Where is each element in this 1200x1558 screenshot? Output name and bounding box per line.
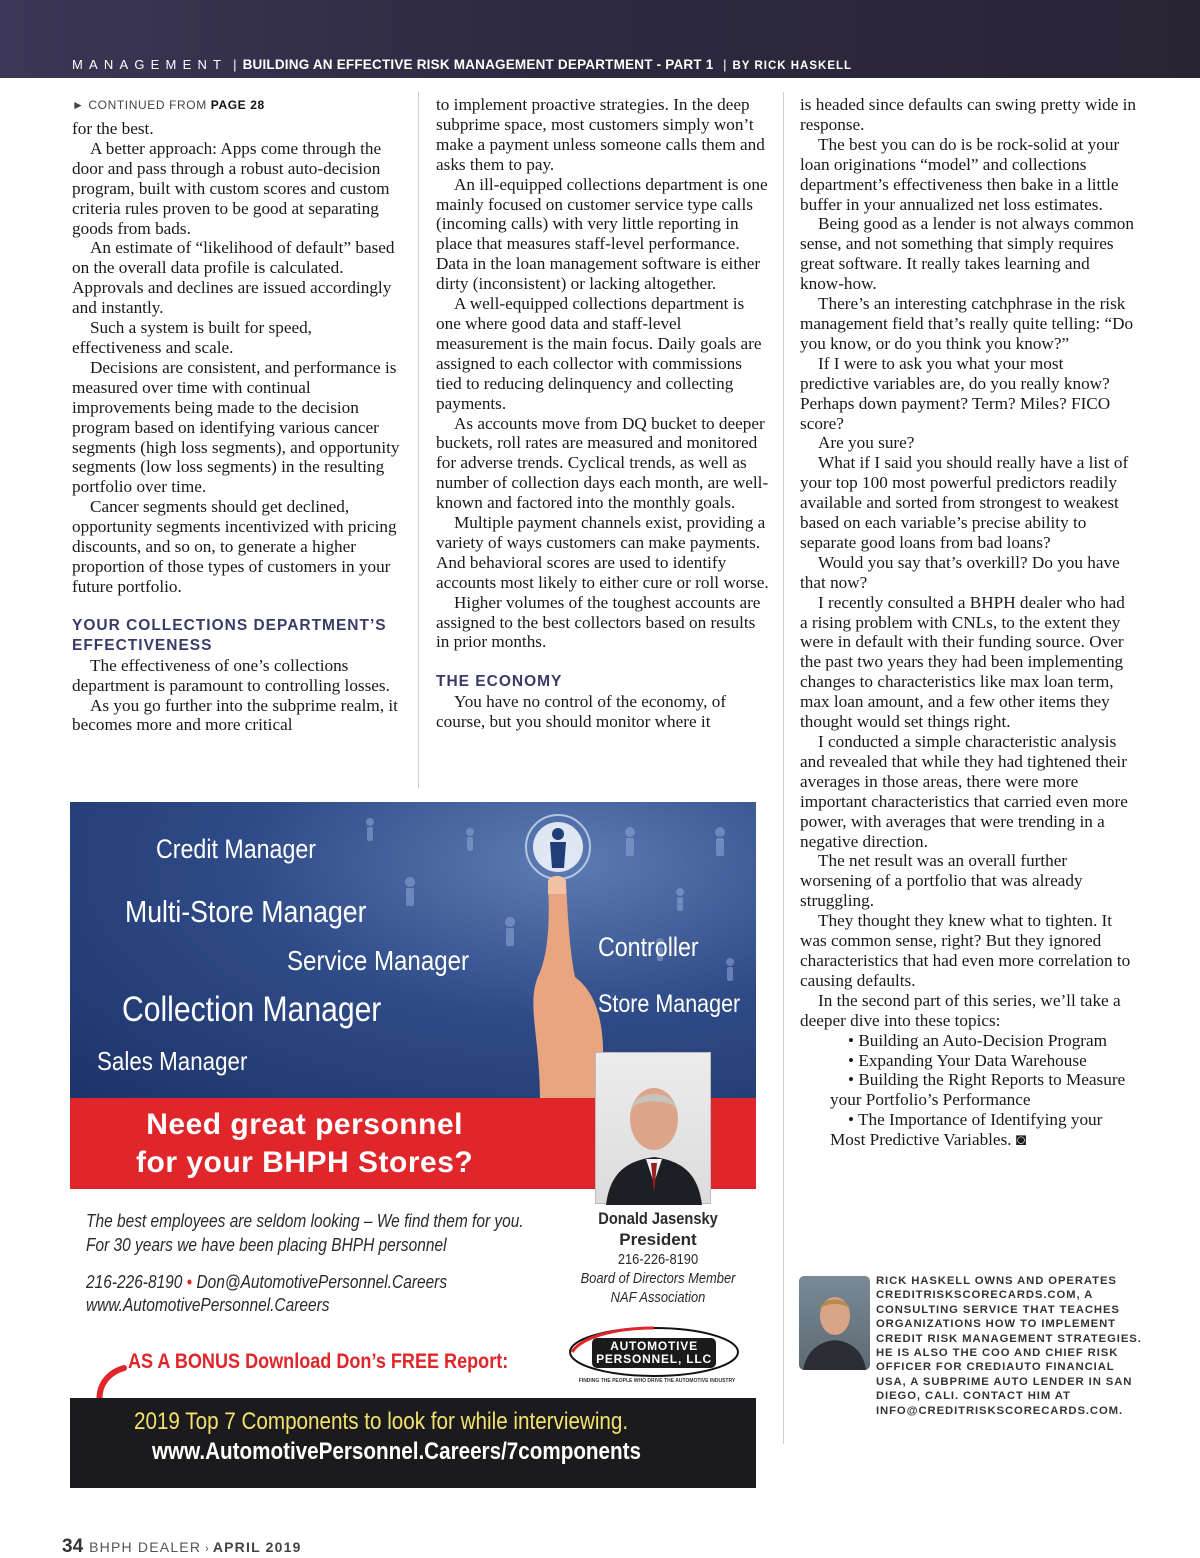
bullet-item: • The Importance of Identifying your Most Predictive Variables. ◙ [830, 1110, 1103, 1150]
paragraph: The best you can do is be rock-solid at your loan originations “model” and collections department’s effectiveness then bake in a little buffer in your annualized net loss estimates. [800, 134, 1120, 214]
job-title: Service Manager [287, 945, 470, 976]
person-title: President [619, 1230, 697, 1249]
person-portrait-graphic [596, 1053, 712, 1205]
paragraph: As accounts move from DQ bucket to deeper buckets, roll rates are measured and monitored for adverse trends. Cyclical trends, as well as number of collection days each month, are well-known and factored into the monthly goals. [436, 413, 769, 513]
paragraph: In the second part of this series, we’ll take a deeper dive into these topics: [800, 990, 1121, 1030]
article-column-2 [436, 95, 770, 732]
continued-page: PAGE 28 [210, 98, 265, 112]
job-title: Sales Manager [97, 1046, 248, 1076]
paragraph: Cancer segments should get declined, opportunity segments incentivized with pricing discounts, and so on, to generate a higher proportion of those types of customers in your future portfolio. [72, 497, 397, 596]
job-title: Multi-Store Manager [125, 894, 367, 929]
paragraph: The net result was an overall further worsening of a portfolio that was already struggling. [800, 851, 1083, 911]
ad-tagline-line-1: The best employees are seldom looking – We find them for you. [86, 1211, 524, 1231]
author-portrait-graphic [799, 1276, 870, 1370]
subheading-collections: YOUR COLLECTIONS DEPARTMENT’S EFFECTIVENESS [72, 616, 387, 654]
bullet-dot: • [186, 1272, 193, 1292]
paragraph: is headed since defaults can swing pretty wide in response. [800, 95, 1137, 134]
header-bar [0, 0, 1200, 78]
person-name: Donald Jasensky [598, 1209, 718, 1228]
continued-prefix: ► CONTINUED FROM [72, 98, 207, 112]
paragraph: I recently consulted a BHPH dealer who had a rising problem with CNLs, to the extent they were in default with their funding source. Over the past two years they had been implementing changes to characteristics like max loan term, max loan amount, and a few other items they thought would set things right. [800, 592, 1125, 732]
paragraph: Such a system is built for speed, effectiveness and scale. [72, 318, 312, 357]
ad-cta-url[interactable]: www.AutomotivePersonnel.Careers/7components [152, 1438, 641, 1465]
paragraph: Higher volumes of the toughest accounts are assigned to the best collectors based on results in prior months. [436, 592, 761, 652]
paragraph: An estimate of “likelihood of default” based on the overall data profile is calculated. Approvals and declines are issued accordingly and instantly. [72, 238, 395, 318]
job-title: Controller [598, 932, 699, 962]
ad-bonus: AS A BONUS Download Don’s FREE Report: [128, 1350, 509, 1373]
paragraph: Decisions are consistent, and performance is measured over time with continual improvements being made to the decision program based on identifying various cancer segments (high loss segments), and opportunity segments (low loss segments) in the resulting portfolio over time. [72, 357, 400, 497]
chevron-right-icon: › [205, 1543, 209, 1555]
magazine-name: BHPH DEALER [89, 1539, 202, 1555]
paragraph: A better approach: Apps come through the door and pass through a robust auto-decision program, built with custom scores and custom criteria rules proven to be good at separating goods from bads. [72, 138, 390, 238]
paragraph: There’s an interesting catchphrase in the risk management field that’s really quite telling: “Do you know, or do you think you know?” [800, 294, 1134, 353]
logo-line-2: PERSONNEL, LLC [596, 1352, 712, 1366]
section-label: MANAGEMENT [72, 57, 228, 72]
ad-tagline-line-2: For 30 years we have been placing BHPH personnel [86, 1235, 447, 1255]
paragraph: Would you say that’s overkill? Do you have that now? [800, 552, 1120, 592]
job-title: Credit Manager [156, 834, 317, 864]
ad-email[interactable]: Don@AutomotivePersonnel.Careers [196, 1272, 448, 1292]
ad-headline-line-2: for your BHPH Stores? [136, 1146, 474, 1179]
paragraph: An ill-equipped collections department is one mainly focused on customer service type calls (incoming calls) with very little reporting in place that measures staff-level performance. Data in the loan management software is either dirty (inconsistent) or lacking altogether. [436, 174, 768, 294]
paragraph: As you go further into the subprime realm, it becomes more and more critical [72, 695, 398, 735]
byline: BY RICK HASKELL [732, 60, 853, 72]
header-separator-2: | [723, 57, 727, 72]
paragraph: You have no control of the economy, of course, but you should monitor where it [436, 692, 727, 732]
column-divider-left [418, 92, 419, 788]
author-photo [799, 1276, 870, 1370]
paragraph: What if I said you should really have a list of your top 100 most powerful predictors readily available and sorted from strongest to weakest based on each variable’s precise ability to separate good loans from bad loans? [800, 453, 1129, 552]
logo-text [592, 1340, 716, 1366]
paragraph: The effectiveness of one’s collections department is paramount to controlling losses. [72, 655, 390, 695]
continued-from[interactable] [72, 96, 402, 115]
page-number: 34 [62, 1536, 84, 1557]
article-title: BUILDING AN EFFECTIVE RISK MANAGEMENT DEPARTMENT - PART 1 [242, 57, 714, 72]
person-role: Board of Directors Member [580, 1270, 736, 1287]
bullet-item: • Building an Auto-Decision Program [848, 1030, 1108, 1050]
ad-contact [86, 1271, 447, 1317]
paragraph: to implement proactive strategies. In the deep subprime space, most customers simply won’t make a payment unless someone calls them and asks them to pay. [436, 95, 765, 174]
person-org: NAF Association [610, 1289, 706, 1306]
ad-website[interactable]: www.AutomotivePersonnel.Careers [86, 1295, 330, 1315]
bullet-item: • Expanding Your Data Warehouse [848, 1050, 1087, 1070]
column-divider-right [783, 92, 784, 1444]
paragraph: Being good as a lender is not always common sense, and not something that simply requires great software. It really takes learning and know-how. [800, 214, 1134, 294]
automotive-personnel-logo [564, 1326, 750, 1386]
ad-tagline [86, 1209, 524, 1257]
ad-cta-line-1: 2019 Top 7 Components to look for while interviewing. [134, 1408, 629, 1435]
paragraph: If I were to ask you what your most predictive variables are, do you really know? Perhaps down payment? Term? Miles? FICO score? [800, 353, 1111, 433]
job-title: Collection Manager [122, 990, 382, 1029]
logo-line-1: AUTOMOTIVE [610, 1339, 698, 1353]
person-phone: 216-226-8190 [617, 1251, 699, 1268]
paragraph: I conducted a simple characteristic analysis and revealed that while they had tightened their averages in those areas, there were more important characteristics that carried even more power, with averages that were trending in a negative direction. [800, 732, 1128, 851]
ad-headline-line-1: Need great personnel [146, 1108, 463, 1141]
paragraph: A well-equipped collections department is one where good data and staff-level measurement is the main focus. Daily goals are assigned to each collector with commissions tied to reducing delinquency and collecting payments. [436, 294, 762, 413]
logo-tagline: FINDING THE PEOPLE WHO DRIVE THE AUTOMOTIVE INDUSTRY [578, 1378, 736, 1384]
bullet-item: • Building the Right Reports to Measure your Portfolio’s Performance [830, 1070, 1126, 1110]
subheading-economy: THE ECONOMY [436, 673, 563, 691]
ad-cta-band[interactable] [70, 1398, 756, 1488]
person-info [558, 1208, 756, 1307]
running-header [72, 57, 852, 72]
advertisement[interactable] [70, 802, 756, 1488]
header-separator: | [233, 57, 237, 72]
ad-phone[interactable]: 216-226-8190 [86, 1272, 183, 1292]
paragraph: Are you sure? [818, 433, 915, 453]
article-column-3 [800, 95, 1136, 1150]
paragraph: They thought they knew what to tighten. It was common sense, right? But they ignored characteristics that had even more correlation to causing defaults. [800, 911, 1131, 990]
person-photo [595, 1052, 711, 1204]
page-footer [62, 1536, 302, 1558]
article-column-1 [72, 95, 402, 735]
paragraph: Multiple payment channels exist, providing a variety of ways customers can make payments. And behavioral scores are used to identify accounts most likely to either cure or roll worse. [436, 513, 769, 592]
ad-headline [136, 1106, 473, 1182]
author-bio: RICK HASKELL OWNS AND OPERATES CREDITRISKSCORECARDS.COM, A CONSULTING SERVICE THAT TEACHES ORGANIZATIONS HOW TO IMPLEMENT CREDIT RISK MANAGEMENT STRATEGIES. HE IS ALSO THE COO AND CHIEF RISK OFFICER FOR CREDIAUTO FINANCIAL USA, A SUBPRIME AUTO LENDER IN SAN DIEGO, CALI. CONTACT HIM AT INFO@CREDITRISKSCORECARDS.COM. [876, 1275, 1142, 1417]
job-title: Store Manager [598, 990, 741, 1018]
issue-date: APRIL 2019 [212, 1539, 302, 1555]
paragraph: for the best. [72, 119, 154, 138]
